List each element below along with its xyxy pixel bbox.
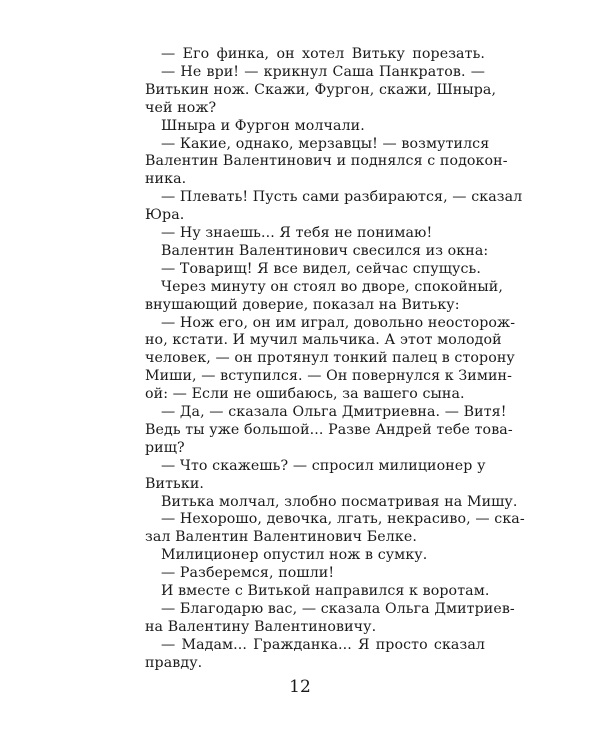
text-line-29: Милиционер опустил нож в сумку. [161, 547, 428, 564]
text-line-19: Миши, — вступился. — Он повернулся к Зимин- [145, 368, 513, 385]
text-line-5: Шныра и Фургон молчали. [161, 117, 365, 134]
text-line-20: ой: — Если не ошибаюсь, за вашего сына. [145, 386, 465, 403]
text-line-32: — Благодарю вас, — сказала Ольга Дмитриев- [161, 600, 515, 617]
text-line-16: — Нож его, он им играл, довольно неосторож- [161, 314, 516, 331]
text-line-3: Витькин нож. Скажи, Фургон, скажи, Шныра, [145, 81, 497, 98]
text-line-35: правду. [145, 654, 203, 671]
text-line-15: внушающий доверие, показал на Витьку: [145, 296, 460, 313]
text-line-24: — Что скажешь? — спросил милиционер у [161, 457, 486, 474]
text-line-25: Витьки. [145, 475, 204, 492]
text-line-17: но, кстати. И мучил мальчика. А этот молодой [145, 332, 502, 349]
text-line-31: И вместе с Витькой направился к воротам. [161, 583, 490, 599]
text-line-26: Витька молчал, злобно посматривая на Мишу. [161, 493, 518, 510]
text-line-13: — Товарищ! Я все видел, сейчас спущусь. [161, 260, 481, 277]
text-line-4: чей нож? [145, 99, 217, 116]
text-line-33: на Валентину Валентиновичу. [145, 618, 377, 635]
text-line-10: Юра. [145, 207, 185, 224]
text-line-23: рищ? [145, 439, 185, 456]
text-line-27: — Нехорошо, девочка, лгать, некрасиво, — ска- [161, 511, 525, 528]
text-line-14: Через минуту он стоял во дворе, спокойный, [161, 278, 503, 295]
text-line-1: — Его финка, он хотел Витьку порезать. [161, 46, 485, 62]
text-line-30: — Разберемся, пошли! [161, 565, 335, 582]
text-line-12: Валентин Валентинович свесился из окна: [161, 242, 489, 259]
text-line-18: человек, — он протянул тонкий палец в сторону [145, 350, 515, 367]
text-line-7: Валентин Валентинович и поднялся с подокон- [145, 153, 508, 170]
page-number: 12 [289, 677, 311, 697]
text-line-28: зал Валентин Валентинович Белке. [145, 529, 417, 546]
text-line-8: ника. [145, 171, 187, 188]
text-line-21: — Да, — сказала Ольга Дмитриевна. — Витя! [161, 404, 507, 420]
text-line-34: — Мадам... Гражданка... Я просто сказал [161, 636, 485, 653]
text-line-6: — Какие, однако, мерзавцы! — возмутился [161, 135, 490, 152]
text-line-2: — Не ври! — крикнул Саша Панкратов. — [161, 63, 485, 80]
text-line-22: Ведь ты уже большой... Разве Андрей тебе това- [145, 421, 513, 438]
text-line-11: — Ну знаешь... Я тебя не понимаю! [161, 225, 433, 241]
text-line-9: — Плевать! Пусть сами разбираются, — сказал [161, 189, 523, 206]
